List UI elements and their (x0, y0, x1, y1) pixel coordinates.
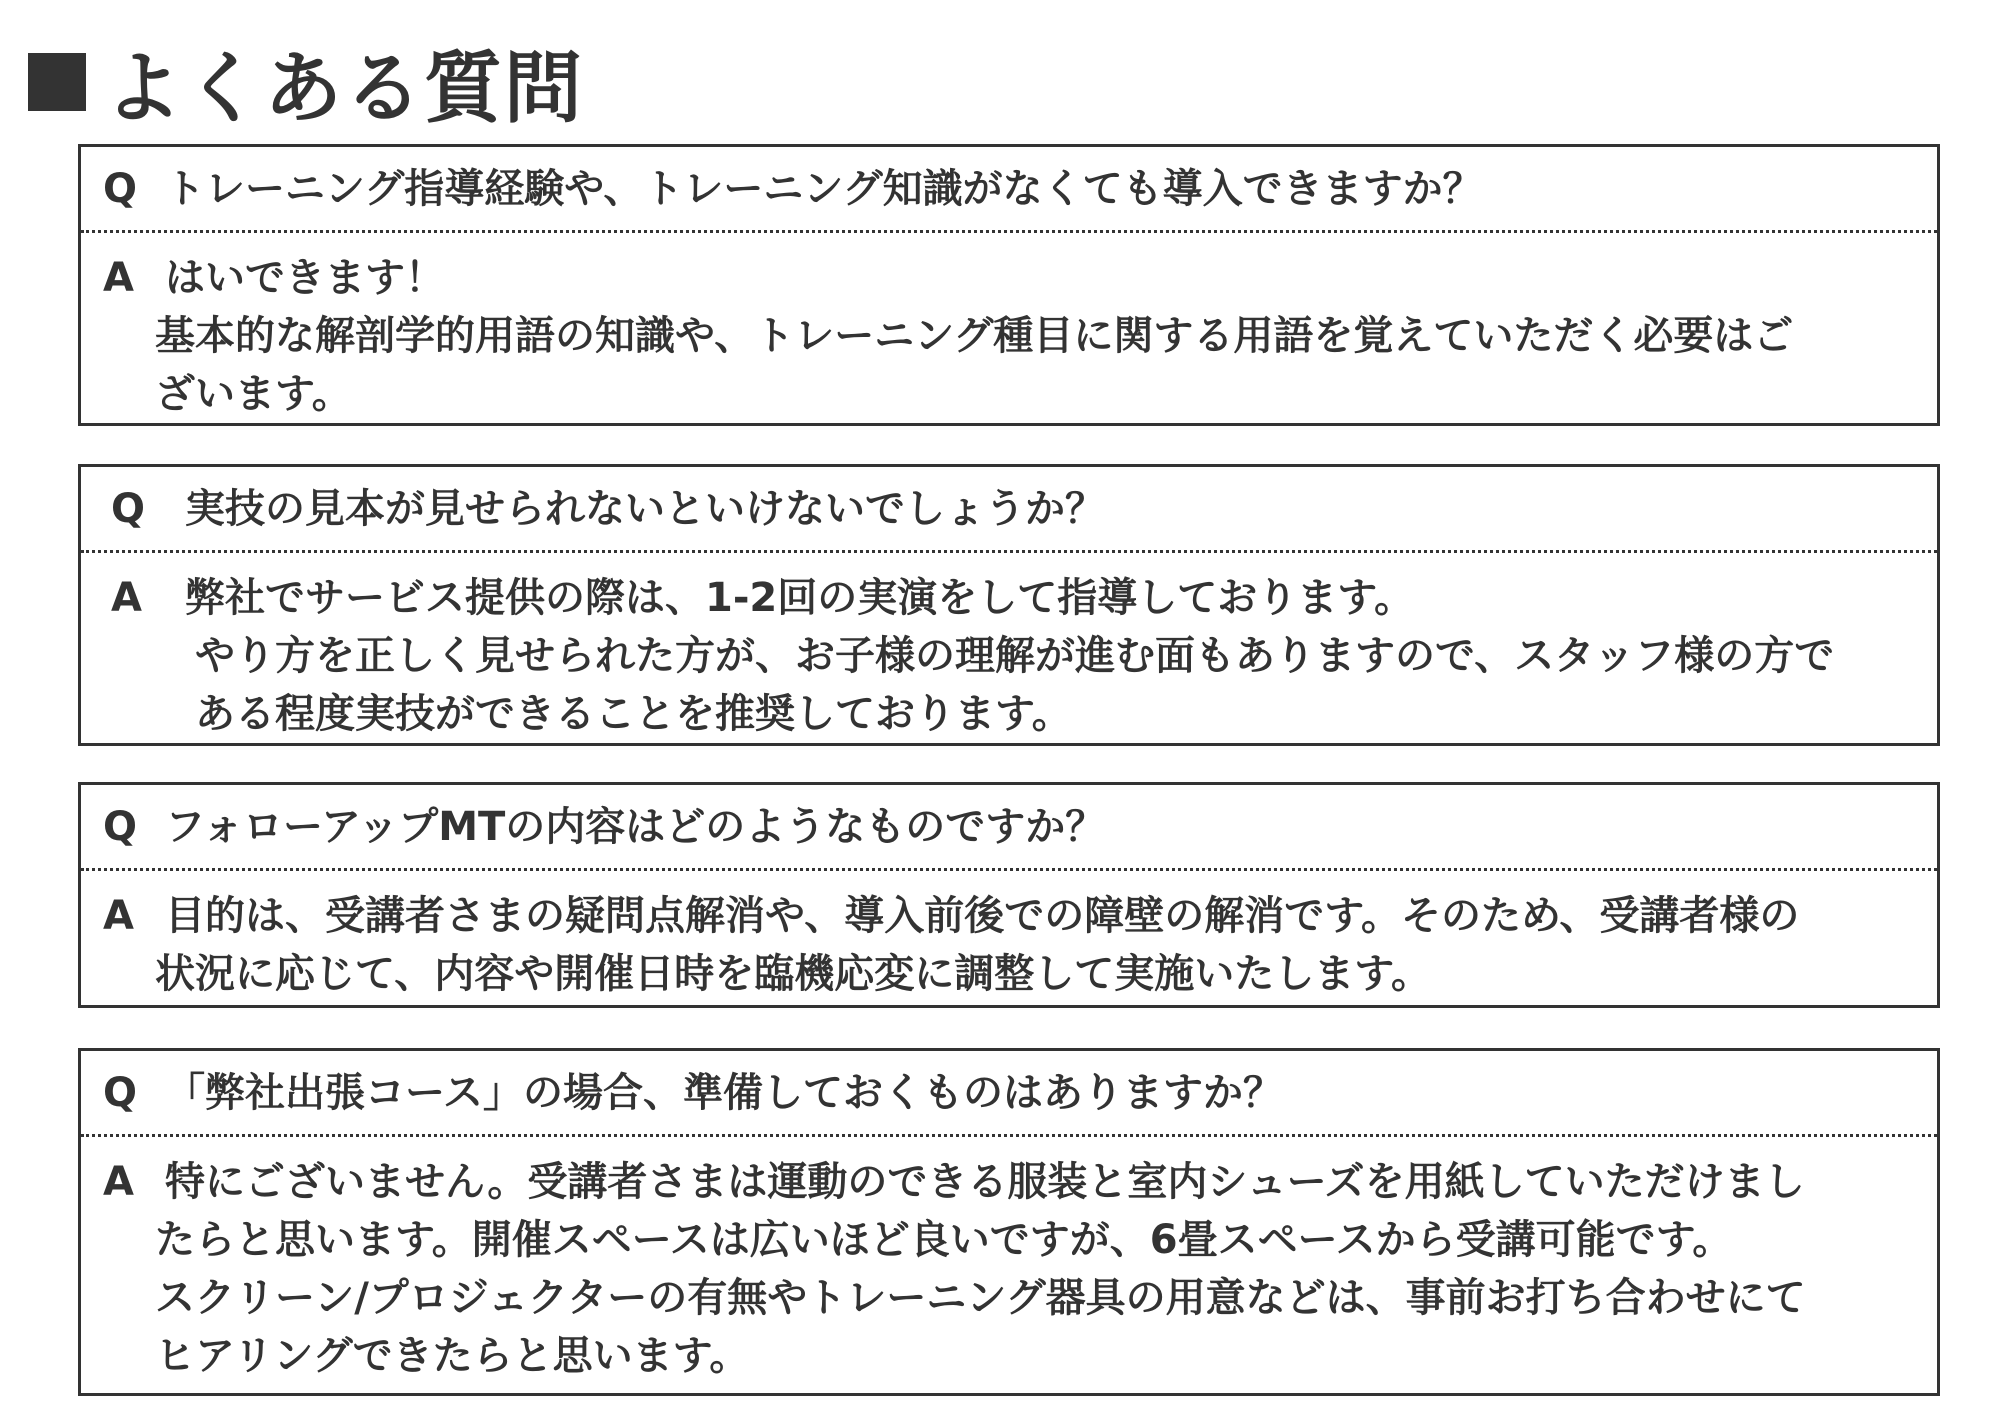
faq-answer-row (81, 233, 1937, 423)
answer-line: スクリーン/プロジェクターの有無やトレーニング器具の用意などは、事前お打ち合わせにて (155, 1275, 1806, 1321)
answer-line: はいできます！ (165, 255, 445, 301)
faq-question: 「弊社出張コース」の場合、準備しておくものはありますか？ (165, 1069, 1283, 1116)
answer-line: たらと思います。開催スペースは広いほど良いですが、6畳スペースから受講可能です。 (155, 1217, 1733, 1263)
answer-line: やり方を正しく見せられた方が、お子様の理解が進む面もありますので、スタッフ様の方で (195, 633, 1835, 679)
faq-answer (185, 569, 1937, 743)
faq-item (78, 1048, 1940, 1396)
faq-question: 実技の見本が見せられないといけないでしょうか？ (185, 485, 1105, 532)
question-marker: Q (111, 485, 146, 532)
faq-answer-row (81, 553, 1937, 743)
faq-answer (155, 1153, 1937, 1385)
answer-marker: A (103, 893, 134, 939)
answer-marker: A (103, 1159, 134, 1205)
page-title: よくある質問 (104, 44, 585, 134)
faq-question: トレーニング指導経験や、トレーニング知識がなくても導入できますか？ (165, 165, 1483, 212)
faq-question: フォローアップMTの内容はどのようなものですか？ (165, 803, 1106, 850)
answer-marker: A (111, 575, 142, 621)
answer-line: ざいます。 (155, 371, 352, 417)
faq-answer-row (81, 871, 1937, 1003)
faq-question-row (81, 1051, 1937, 1137)
answer-line: 弊社でサービス提供の際は、1-2回の実演をして指導しております。 (185, 575, 1415, 621)
heading-square-icon (28, 53, 86, 111)
faq-answer-row (81, 1137, 1937, 1385)
faq-answer (155, 249, 1937, 423)
answer-line: 基本的な解剖学的用語の知識や、トレーニング種目に関する用語を覚えていただく必要はご (155, 313, 1794, 359)
faq-question-row (81, 467, 1937, 553)
answer-line: 目的は、受講者さまの疑問点解消や、導入前後での障壁の解消です。そのため、受講者様の (165, 893, 1800, 939)
faq-question-row (81, 147, 1937, 233)
faq-answer (155, 887, 1937, 1003)
answer-line: ある程度実技ができることを推奨しております。 (195, 691, 1072, 737)
faq-item (78, 782, 1940, 1008)
faq-item (78, 464, 1940, 746)
faq-question-row (81, 785, 1937, 871)
page-heading (28, 26, 584, 138)
answer-marker: A (103, 255, 134, 301)
question-marker: Q (103, 803, 138, 850)
faq-item (78, 144, 1940, 426)
question-marker: Q (103, 1069, 138, 1116)
answer-line: 特にございません。受講者さまは運動のできる服装と室内シューズを用紙していただけまし (165, 1159, 1805, 1205)
answer-line: ヒアリングできたらと思います。 (155, 1333, 750, 1379)
answer-line: 状況に応じて、内容や開催日時を臨機応変に調整して実施いたします。 (155, 951, 1431, 997)
question-marker: Q (103, 165, 138, 212)
